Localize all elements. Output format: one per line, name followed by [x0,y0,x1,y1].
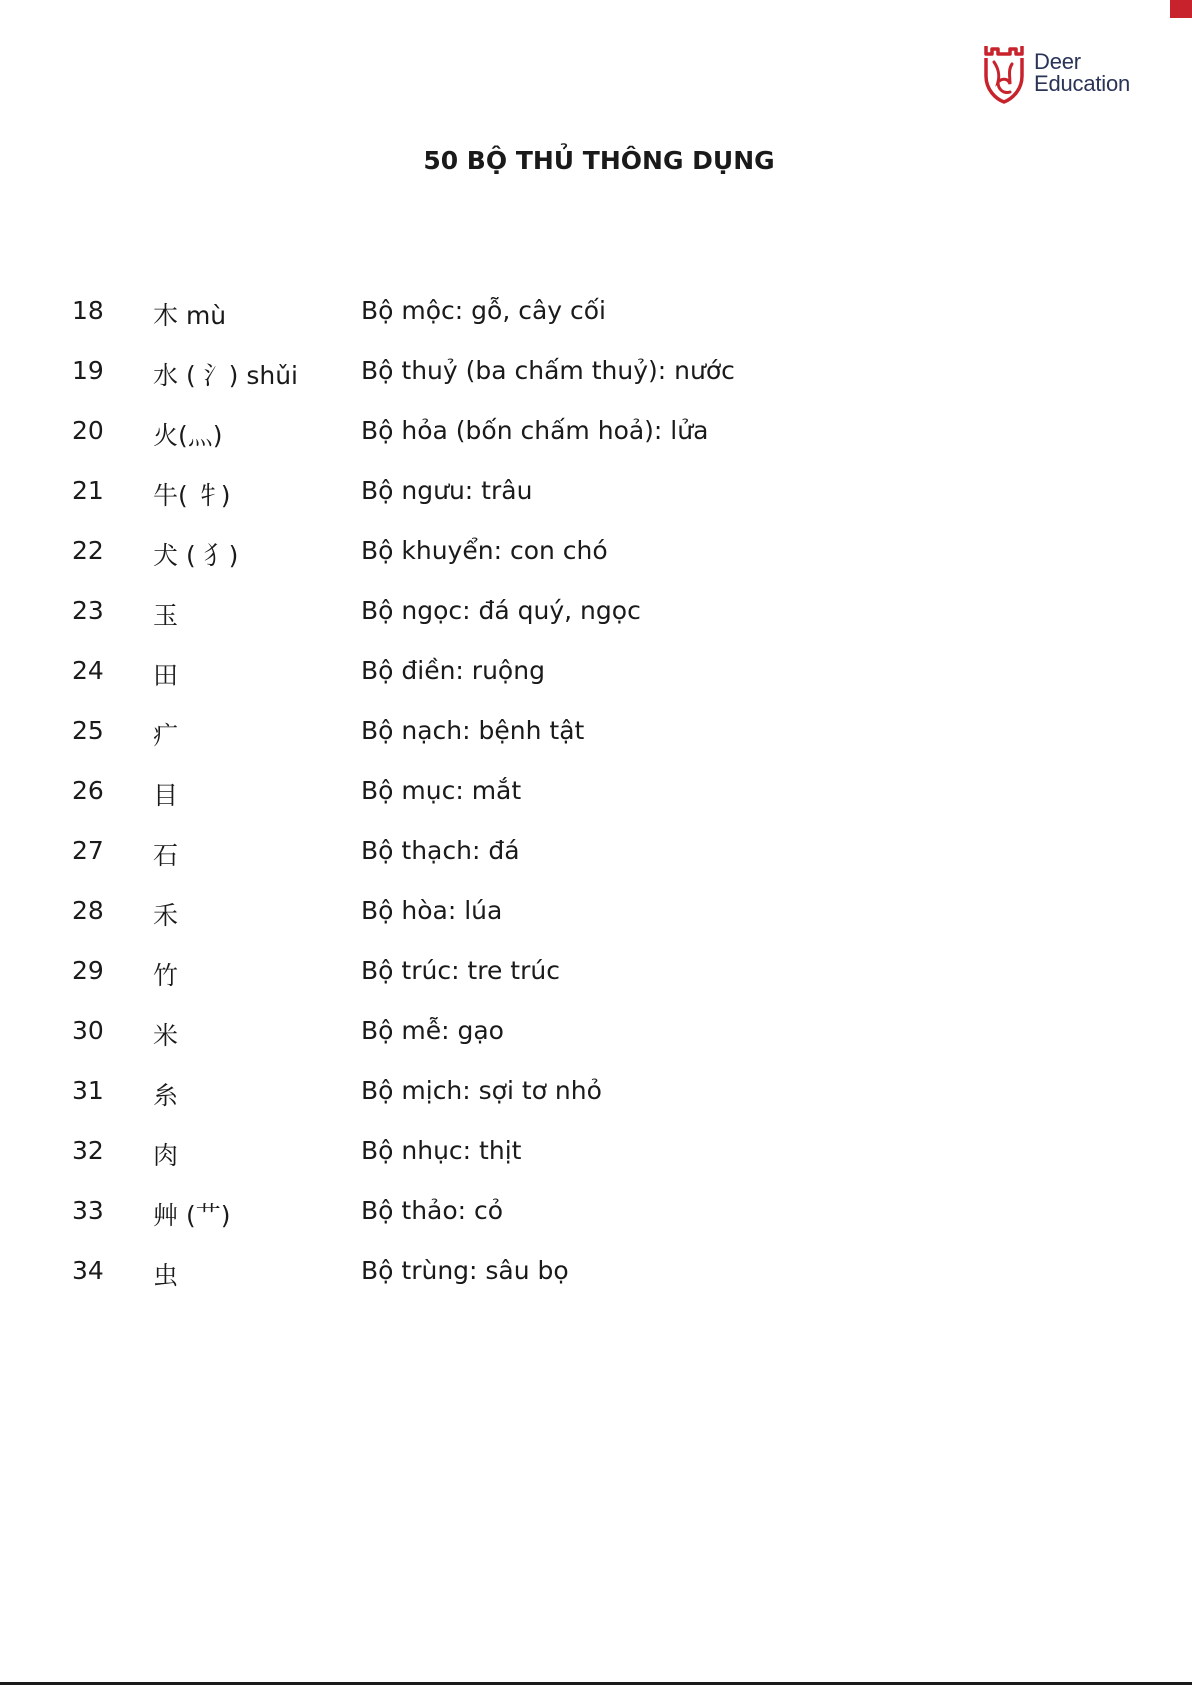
radical-number: 32 [72,1136,104,1165]
radical-description: Bộ thạch: đá [361,836,520,865]
radical-description: Bộ trùng: sâu bọ [361,1256,569,1285]
radical-number: 28 [72,896,104,925]
radical-character: 肉 [153,1141,179,1170]
radical-character: 米 [153,1021,179,1050]
radical-character: 艸 (艹) [153,1201,231,1230]
radical-character: 火(灬) [153,421,223,450]
radical-character: 禾 [153,901,179,930]
radical-description: Bộ mễ: gạo [361,1016,504,1045]
radical-row-32 [0,1136,1192,1196]
radical-description: Bộ mục: mắt [361,776,522,805]
radical-row-20 [0,416,1192,476]
radical-number: 22 [72,536,104,565]
radical-row-23 [0,596,1192,656]
radical-description: Bộ trúc: tre trúc [361,956,560,985]
radical-description: Bộ nhục: thịt [361,1136,522,1165]
radical-number: 31 [72,1076,104,1105]
radical-row-24 [0,656,1192,716]
radical-row-19 [0,356,1192,416]
radical-character: 虫 [153,1261,179,1290]
radical-row-29 [0,956,1192,1016]
deer-logo-icon [982,42,1026,104]
radical-character: 石 [153,841,179,870]
radical-row-30 [0,1016,1192,1076]
radical-number: 19 [72,356,104,385]
radical-row-18 [0,296,1192,356]
radical-character: 疒 [153,721,179,750]
radical-number: 29 [72,956,104,985]
radical-number: 34 [72,1256,104,1285]
radical-number: 21 [72,476,104,505]
radical-number: 20 [72,416,104,445]
radical-description: Bộ mịch: sợi tơ nhỏ [361,1076,602,1105]
radical-number: 24 [72,656,104,685]
radical-description: Bộ hòa: lúa [361,896,503,925]
radical-number: 18 [72,296,104,325]
radical-description: Bộ khuyển: con chó [361,536,608,565]
radical-description: Bộ thuỷ (ba chấm thuỷ): nước [361,356,735,385]
radical-character: 田 [153,661,179,690]
radical-row-25 [0,716,1192,776]
radical-description: Bộ thảo: cỏ [361,1196,504,1225]
radical-row-31 [0,1076,1192,1136]
radical-row-27 [0,836,1192,896]
radical-description: Bộ ngưu: trâu [361,476,533,505]
radical-character: 糸 [153,1081,179,1110]
radical-row-28 [0,896,1192,956]
radical-row-26 [0,776,1192,836]
radical-number: 33 [72,1196,104,1225]
radical-description: Bộ nạch: bệnh tật [361,716,585,745]
radical-description: Bộ ngọc: đá quý, ngọc [361,596,641,625]
radical-row-33 [0,1196,1192,1256]
radical-description: Bộ hỏa (bốn chấm hoả): lửa [361,416,709,445]
radical-character: 玉 [153,601,179,630]
radical-character: 牛( 牜) [153,481,231,510]
radical-character: 木 mù [153,301,227,330]
brand-logo [982,42,1130,104]
radical-description: Bộ điền: ruộng [361,656,545,685]
radical-description: Bộ mộc: gỗ, cây cối [361,296,607,325]
brand-name-line2: Education [1034,71,1131,96]
radical-number: 25 [72,716,104,745]
radical-character: 目 [153,781,179,810]
radical-number: 30 [72,1016,104,1045]
corner-accent-mark [1170,0,1192,18]
radical-character: 竹 [153,961,179,990]
radical-row-22 [0,536,1192,596]
radical-row-21 [0,476,1192,536]
radical-number: 27 [72,836,104,865]
radical-list [0,296,1192,1316]
radical-number: 26 [72,776,104,805]
radical-character: 犬 ( 犭) [153,541,239,570]
radical-row-34 [0,1256,1192,1316]
radical-character: 水 ( 氵) shǔi [153,361,299,390]
page-title: 50 BỘ THỦ THÔNG DỤNG [423,146,775,175]
radical-number: 23 [72,596,104,625]
brand-name-line1: Deer [1034,49,1081,74]
